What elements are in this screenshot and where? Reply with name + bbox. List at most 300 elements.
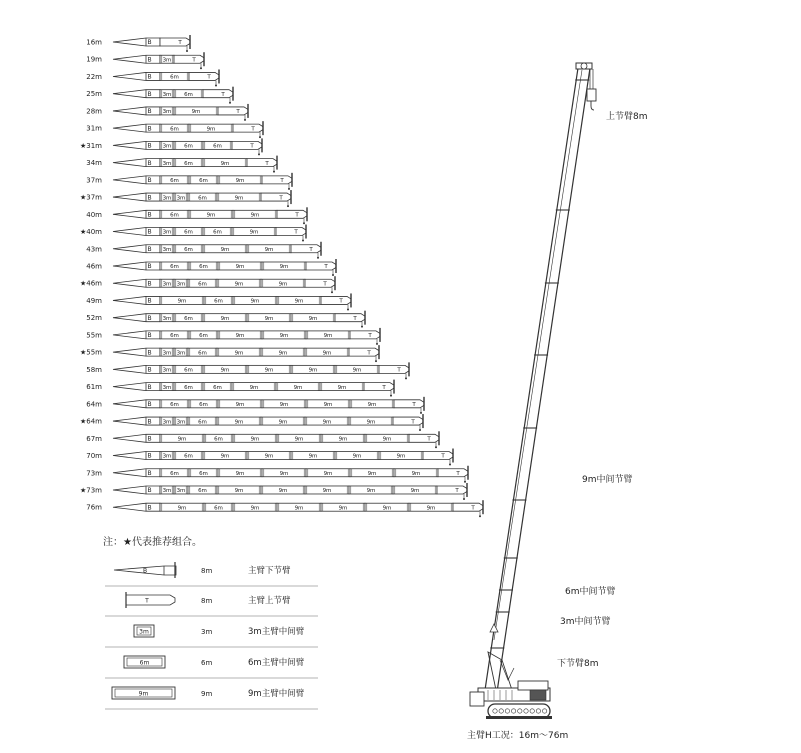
section-length-tag: 9m: [235, 264, 245, 271]
boom-config-row: [80, 414, 423, 431]
top-section-tag: T: [456, 470, 460, 477]
bottom-section: [113, 159, 160, 167]
section-length-tag: 9m: [234, 419, 244, 426]
section-length-tag: 6m: [198, 350, 207, 357]
boom-config-row: [80, 190, 291, 207]
intermediate-section-3m: [160, 417, 174, 425]
config-length-label: 73m: [86, 469, 102, 478]
section-length-tag: 9m: [382, 436, 392, 443]
intermediate-section-9m: [233, 210, 277, 218]
section-length-tag: 9m: [396, 453, 406, 460]
top-section: [379, 362, 409, 379]
section-length-tag: 6m: [184, 315, 193, 322]
section-length-tag: 9m: [235, 333, 245, 340]
boom-configuration-list: [80, 35, 483, 517]
section-length-tag: 9m: [322, 419, 332, 426]
intermediate-section-6m: [174, 314, 203, 322]
bottom-section-tag: B: [147, 245, 152, 253]
config-length-label: 55m: [86, 331, 102, 340]
intermediate-section-3m: [160, 314, 174, 322]
intermediate-section-9m: [409, 503, 453, 511]
bottom-section: [113, 279, 160, 287]
intermediate-section-9m: [261, 486, 305, 494]
intermediate-section-9m: [393, 486, 437, 494]
intermediate-section-9m: [277, 296, 321, 304]
intermediate-section-9m: [276, 383, 320, 391]
legend-symbol-tag: T: [145, 597, 149, 605]
intermediate-section-9m: [261, 348, 305, 356]
bottom-section-tag: B: [147, 228, 152, 236]
intermediate-section-3m: [160, 348, 174, 356]
intermediate-section-3m: [160, 228, 174, 236]
section-length-tag: 3m: [176, 419, 186, 426]
bottom-section-tag: B: [147, 177, 152, 185]
top-section: [160, 35, 190, 52]
section-length-tag: 6m: [213, 229, 222, 236]
bottom-section-tag: B: [147, 504, 152, 512]
top-section: [305, 276, 335, 293]
intermediate-section-9m: [233, 503, 277, 511]
legend-length: 9m: [201, 690, 213, 698]
bottom-section: [113, 90, 160, 98]
crawler-track: [486, 704, 552, 719]
legend-symbol-tag: 3m: [139, 628, 149, 636]
bottom-section: [113, 193, 160, 201]
intermediate-section-9m: [365, 503, 409, 511]
intermediate-section-6m: [203, 383, 232, 391]
intermediate-section-6m: [160, 124, 189, 132]
intermediate-section-3m: [160, 159, 174, 167]
top-section: [438, 466, 468, 483]
section-length-tag: 9m: [323, 333, 333, 340]
intermediate-section-9m: [189, 124, 233, 132]
section-length-tag: 9m: [411, 470, 421, 477]
intermediate-section-9m: [203, 314, 247, 322]
intermediate-section-6m: [160, 400, 189, 408]
section-length-tag: 9m: [264, 246, 274, 253]
intermediate-section-9m: [277, 434, 321, 442]
bottom-section-tag: B: [147, 73, 152, 81]
intermediate-section-9m: [335, 365, 379, 373]
bottom-section: [113, 176, 160, 184]
intermediate-section-6m: [204, 296, 233, 304]
section-length-tag: 3m: [162, 384, 172, 391]
legend-length: 8m: [201, 567, 213, 575]
intermediate-section-9m: [232, 228, 276, 236]
bottom-section: [113, 400, 160, 408]
section-length-tag: 9m: [352, 453, 362, 460]
section-length-tag: 3m: [162, 453, 172, 460]
intermediate-section-9m: [261, 417, 305, 425]
section-length-tag: 6m: [170, 74, 179, 81]
section-length-tag: 6m: [184, 143, 193, 150]
intermediate-section-6m: [174, 245, 203, 253]
intermediate-section-3m: [174, 486, 188, 494]
intermediate-section-9m: [335, 452, 379, 460]
legend-symbol-tag: 6m: [139, 659, 150, 667]
section-length-tag: 3m: [162, 367, 172, 374]
config-length-label: ★37m: [79, 193, 102, 202]
section-length-tag: 9m: [220, 246, 230, 253]
top-section: [232, 138, 262, 155]
legend-symbol-tag: 9m: [138, 690, 149, 698]
intermediate-section-9m: [349, 417, 393, 425]
top-section-tag: T: [353, 315, 357, 322]
section-length-tag: 9m: [338, 505, 348, 512]
bottom-section: [113, 262, 160, 270]
top-section-tag: T: [178, 40, 182, 47]
bottom-section-tag: B: [147, 401, 152, 409]
intermediate-section-9m: [203, 452, 247, 460]
boom-config-row: [86, 259, 336, 276]
intermediate-section-3m: [174, 279, 188, 287]
boom-config-row: [86, 362, 409, 379]
section-length-tag: 6m: [199, 264, 208, 271]
section-length-tag: 9m: [323, 402, 333, 409]
legend-length: 6m: [201, 659, 213, 667]
intermediate-section-9m: [247, 245, 291, 253]
section-length-tag: 3m: [176, 281, 186, 288]
intermediate-section-3m: [160, 141, 174, 149]
intermediate-section-3m: [160, 193, 174, 201]
top-section: [291, 242, 321, 259]
bottom-section-tag: B: [147, 487, 152, 495]
boom-config-row: [86, 328, 380, 345]
bottom-section-tag: B: [147, 297, 152, 305]
bottom-section-tag: B: [147, 383, 152, 391]
intermediate-section-9m: [291, 452, 335, 460]
top-section: [218, 104, 248, 121]
top-section-tag: T: [251, 126, 255, 133]
boom-config-row: [86, 311, 365, 328]
intermediate-section-3m: [160, 452, 174, 460]
bottom-section: [113, 434, 160, 442]
section-length-tag: 6m: [170, 402, 179, 409]
section-length-tag: 9m: [249, 229, 259, 236]
intermediate-section-9m: [217, 348, 261, 356]
top-section-tag: T: [221, 91, 225, 98]
boom-config-row: [86, 69, 219, 86]
top-section-tag: T: [295, 212, 299, 219]
intermediate-section-9m: [217, 486, 261, 494]
top-section-tag: T: [455, 488, 459, 495]
section-length-tag: 6m: [213, 143, 222, 150]
intermediate-section-9m: [262, 262, 306, 270]
section-length-tag: 9m: [278, 488, 288, 495]
intermediate-section-9m: [203, 159, 247, 167]
bottom-section-tag: B: [147, 366, 152, 374]
intermediate-section-6m: [174, 141, 203, 149]
section-length-tag: 3m: [162, 488, 172, 495]
boom-config-row: [86, 52, 204, 69]
bottom-section-tag: B: [147, 332, 152, 340]
intermediate-section-6m: [189, 400, 218, 408]
section-length-tag: 3m: [176, 195, 186, 202]
label-3m-section: 3m中间节臂: [560, 617, 611, 627]
section-length-tag: 9m: [279, 470, 289, 477]
top-section: [321, 293, 351, 310]
section-length-tag: 9m: [293, 384, 303, 391]
section-length-tag: 6m: [199, 333, 208, 340]
bottom-section: [113, 503, 160, 511]
section-length-tag: 9m: [220, 160, 230, 167]
boom-config-row: [86, 449, 453, 466]
legend-item-top: [126, 592, 291, 608]
section-length-tag: 9m: [337, 384, 347, 391]
config-length-label: ★31m: [79, 141, 102, 150]
section-length-tag: 6m: [184, 160, 193, 167]
section-length-tag: 3m: [162, 350, 172, 357]
boom-config-row: [86, 121, 263, 138]
config-length-label: 46m: [86, 262, 102, 271]
section-length-tag: 9m: [278, 281, 288, 288]
intermediate-section-9m: [160, 434, 204, 442]
config-length-label: ★40m: [79, 228, 102, 237]
section-length-tag: 9m: [177, 436, 187, 443]
section-length-tag: 9m: [367, 470, 377, 477]
intermediate-section-9m: [203, 245, 247, 253]
intermediate-section-9m: [218, 176, 262, 184]
intermediate-section-3m: [160, 486, 174, 494]
section-length-tag: 9m: [322, 350, 332, 357]
section-length-tag: 9m: [366, 419, 376, 426]
crane-boom: [485, 68, 590, 692]
label-top-section: 上节臂8m: [606, 112, 648, 122]
intermediate-section-9m: [217, 417, 261, 425]
intermediate-section-9m: [262, 331, 306, 339]
section-length-tag: 6m: [184, 91, 193, 98]
intermediate-section-9m: [394, 469, 438, 477]
section-length-tag: 6m: [214, 298, 223, 305]
top-section: [277, 207, 307, 224]
label-6m-section: 6m中间节臂: [565, 587, 616, 597]
intermediate-section-9m: [321, 434, 365, 442]
section-length-tag: 9m: [220, 367, 230, 374]
section-length-tag: 6m: [170, 178, 179, 185]
top-section: [409, 431, 439, 448]
section-length-tag: 9m: [308, 453, 318, 460]
section-length-tag: 3m: [162, 160, 172, 167]
bottom-section: [113, 331, 160, 339]
intermediate-section-9m: [306, 331, 350, 339]
config-length-label: 37m: [86, 176, 102, 185]
intermediate-section-9m: [218, 469, 262, 477]
bottom-section: [113, 314, 160, 322]
config-length-label: 43m: [86, 245, 102, 254]
bottom-section: [113, 296, 160, 304]
intermediate-section-9m: [247, 452, 291, 460]
bottom-section-tag: B: [147, 142, 152, 150]
top-section: [453, 500, 483, 517]
intermediate-section-6m: [160, 72, 189, 80]
bottom-section-tag: B: [147, 435, 152, 443]
bottom-section-tag: B: [147, 452, 152, 460]
config-length-label: 76m: [86, 503, 102, 512]
section-length-tag: 6m: [184, 453, 193, 460]
section-length-tag: 3m: [162, 109, 172, 116]
section-length-tag: 9m: [234, 488, 244, 495]
section-length-tag: 9m: [279, 402, 289, 409]
section-length-tag: 9m: [234, 195, 244, 202]
bottom-section: [113, 38, 160, 46]
intermediate-section-9m: [218, 262, 262, 270]
bottom-section: [113, 124, 160, 132]
config-length-label: ★55m: [79, 348, 102, 357]
section-length-tag: 6m: [198, 195, 207, 202]
section-length-tag: 3m: [162, 246, 172, 253]
intermediate-section-9m: [350, 400, 394, 408]
config-length-label: 34m: [86, 159, 102, 168]
section-length-tag: 9m: [235, 470, 245, 477]
section-length-tag: 6m: [184, 384, 193, 391]
section-length-tag: 9m: [249, 384, 259, 391]
intermediate-section-6m: [189, 176, 218, 184]
section-length-tag: 9m: [410, 488, 420, 495]
section-length-tag: 9m: [294, 505, 304, 512]
section-length-tag: 9m: [366, 488, 376, 495]
top-section: [276, 225, 306, 242]
bottom-section-tag: B: [147, 418, 152, 426]
intermediate-section-9m: [306, 469, 350, 477]
legend-name: 6m主臂中间臂: [248, 658, 305, 668]
intermediate-section-6m: [174, 228, 203, 236]
section-length-tag: 6m: [184, 246, 193, 253]
intermediate-section-9m: [189, 210, 233, 218]
intermediate-section-9m: [203, 365, 247, 373]
intermediate-section-6m: [188, 486, 217, 494]
section-length-tag: 9m: [234, 281, 244, 288]
section-length-tag: 6m: [170, 212, 179, 219]
bottom-section-tag: B: [147, 194, 152, 202]
bottom-section-tag: B: [147, 108, 152, 116]
section-length-tag: 9m: [264, 453, 274, 460]
legend-item-bottom: [114, 562, 291, 578]
top-section: [349, 345, 379, 362]
boom-config-row: [80, 225, 306, 242]
top-section: [335, 311, 365, 328]
section-length-tag: 9m: [220, 315, 230, 322]
intermediate-section-3m: [160, 107, 174, 115]
intermediate-section-6m: [188, 417, 217, 425]
bottom-section-tag: B: [147, 263, 152, 271]
bottom-section-tag: B: [147, 469, 152, 477]
boom-config-row: [80, 483, 467, 500]
bottom-section: [113, 141, 160, 149]
boom-config-row: [86, 500, 483, 517]
top-section: [350, 328, 380, 345]
bottom-section: [113, 469, 160, 477]
boom-config-row: [80, 345, 379, 362]
bottom-section: [113, 210, 160, 218]
config-length-label: 40m: [86, 210, 102, 219]
intermediate-section-6m: [160, 210, 189, 218]
section-length-tag: 9m: [382, 505, 392, 512]
config-length-label: 70m: [86, 452, 102, 461]
intermediate-section-9m: [305, 486, 349, 494]
config-length-label: 52m: [86, 314, 102, 323]
bottom-section: [113, 452, 160, 460]
bottom-section-tag: B: [147, 39, 152, 47]
intermediate-section-9m: [261, 279, 305, 287]
crane-illustration: [467, 63, 648, 741]
intermediate-section-9m: [365, 434, 409, 442]
section-length-tag: 9m: [308, 315, 318, 322]
intermediate-section-9m: [291, 314, 335, 322]
section-length-tag: 9m: [294, 436, 304, 443]
top-section-tag: T: [207, 74, 211, 81]
bottom-section: [113, 417, 160, 425]
intermediate-section-6m: [189, 262, 218, 270]
intermediate-section-9m: [218, 400, 262, 408]
intermediate-section-3m: [160, 245, 174, 253]
intermediate-section-6m: [174, 452, 203, 460]
section-length-tag: 9m: [352, 367, 362, 374]
top-section-tag: T: [412, 402, 416, 409]
top-section-tag: T: [427, 436, 431, 443]
bottom-section: [113, 365, 160, 373]
top-section-tag: T: [471, 505, 475, 512]
intermediate-section-3m: [174, 193, 188, 201]
section-length-tag: 6m: [214, 436, 223, 443]
config-length-label: ★46m: [79, 279, 102, 288]
section-length-tag: 6m: [214, 505, 223, 512]
bottom-section-tag: B: [147, 349, 152, 357]
intermediate-section-6m: [160, 331, 189, 339]
intermediate-section-9m: [320, 383, 364, 391]
top-section-tag: T: [411, 419, 415, 426]
section-length-tag: 6m: [199, 470, 208, 477]
section-length-tag: 6m: [198, 488, 207, 495]
intermediate-section-9m: [350, 469, 394, 477]
bottom-section-tag: B: [147, 211, 152, 219]
recommendation-note: 注：★代表推荐组合。: [103, 537, 202, 548]
intermediate-section-9m: [217, 193, 261, 201]
crane-caption: 主臂H工况：16m～76m: [467, 731, 569, 741]
section-length-tag: 9m: [338, 436, 348, 443]
config-length-label: 64m: [86, 400, 102, 409]
legend-name: 9m主臂中间臂: [248, 689, 305, 699]
top-section: [364, 380, 394, 397]
intermediate-section-6m: [189, 331, 218, 339]
top-section: [203, 87, 233, 104]
section-length-tag: 9m: [177, 298, 187, 305]
intermediate-section-3m: [160, 55, 174, 63]
bottom-section: [113, 348, 160, 356]
top-section-tag: T: [441, 453, 445, 460]
section-length-tag: 9m: [177, 505, 187, 512]
section-length-tag: 3m: [162, 315, 172, 322]
intermediate-section-3m: [160, 365, 174, 373]
boom-config-row: [86, 380, 394, 397]
intermediate-section-9m: [306, 400, 350, 408]
top-section: [262, 173, 292, 190]
section-length-tag: 3m: [162, 281, 172, 288]
intermediate-section-9m: [160, 296, 204, 304]
intermediate-section-6m: [188, 279, 217, 287]
intermediate-section-3m: [160, 279, 174, 287]
top-section: [233, 121, 263, 138]
top-section: [247, 156, 277, 173]
section-length-tag: 9m: [250, 212, 260, 219]
intermediate-section-6m: [203, 228, 232, 236]
top-section-tag: T: [368, 333, 372, 340]
section-length-tag: 6m: [170, 264, 179, 271]
section-length-tag: 6m: [198, 281, 207, 288]
section-length-tag: 6m: [213, 384, 222, 391]
bottom-section-tag: B: [147, 159, 152, 167]
intermediate-section-6m: [174, 365, 203, 373]
label-bottom-section: 下节臂8m: [557, 659, 599, 669]
